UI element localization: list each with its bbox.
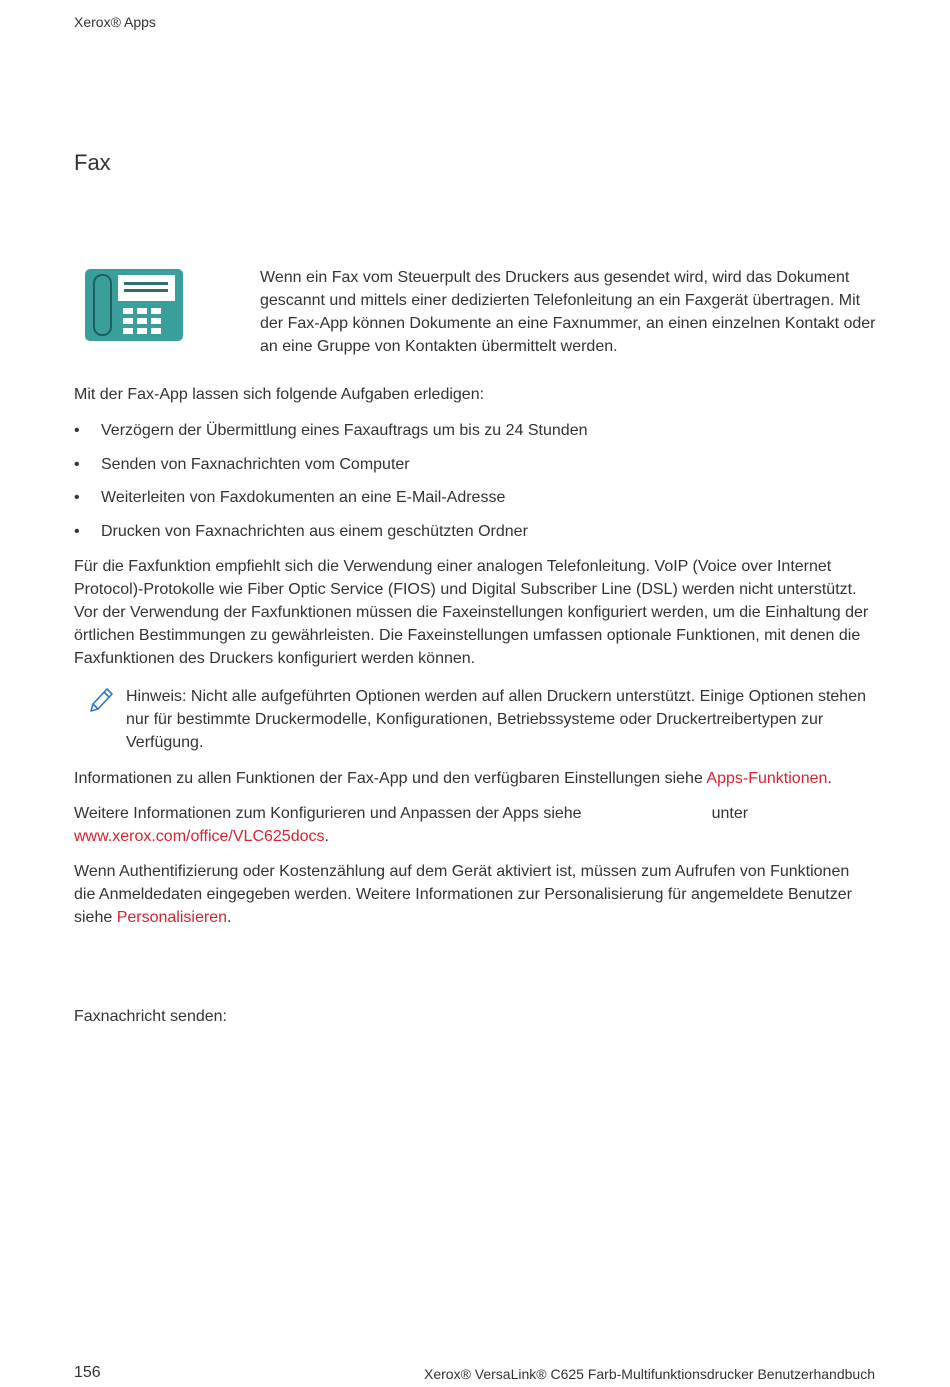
auth-reference-text: Wenn Authentifizierung oder Kostenzählung auf dem Gerät aktiviert ist, müssen zum Aufrufen von Funktionen die Anmeldedaten eingegeben werden. Weitere Informationen zur Personalisierung für angemeldete Benutzer siehe (74, 863, 852, 926)
apps-functions-link[interactable]: Apps-Funktionen (706, 770, 828, 787)
list-item-text: Verzögern der Übermittlung eines Faxauftrags um bis zu 24 Stunden (101, 422, 588, 439)
config-reference-middle: unter (711, 805, 749, 822)
bullet-dot: • (74, 455, 80, 473)
note-text: Hinweis: Nicht alle aufgeführten Optionen werden auf allen Druckern unterstützt. Einige Optionen stehen nur für bestimmte Druckermodelle, Konfigurationen, Betriebssysteme oder Druckertreibertypen zur Verfügung. (126, 688, 866, 751)
auth-reference (74, 860, 874, 929)
tasks-list (74, 419, 874, 553)
config-reference-end: . (324, 828, 329, 845)
config-reference (74, 802, 874, 848)
features-reference-end: . (827, 770, 832, 787)
fax-line-paragraph: Für die Faxfunktion empfiehlt sich die Verwendung einer analogen Telefonleitung. VoIP (Voice over Internet Protocol)-Protokolle wie Fiber Optic Service (FIOS) und Digital Subscriber Line (DSL) werden nicht unterstützt. Vor der Verwendung der Faxfunktionen müssen die Faxeinstellungen konfiguriert werden, um die Einhaltung der örtlichen Bestimmungen zu gewährleisten. Die Faxeinstellungen umfassen optionale Funktionen, mit denen die Faxfunktionen des Druckers konfiguriert werden können. (74, 558, 869, 667)
list-item-text: Senden von Faxnachrichten vom Computer (101, 455, 410, 473)
config-reference-text: Weitere Informationen zum Konfigurieren und Anpassen der Apps siehe (74, 805, 582, 822)
list-item-text: Weiterleiten von Faxdokumenten an eine E-Mail-Adresse (101, 489, 506, 506)
list-item (74, 453, 874, 476)
list-item (74, 486, 874, 509)
pencil-note-icon (88, 686, 114, 714)
auth-reference-end: . (226, 909, 232, 926)
send-fax-lead: Faxnachricht senden: (74, 1008, 227, 1025)
bullet-dot: • (74, 489, 80, 506)
list-item-text: Drucken von Faxnachrichten aus einem geschützten Ordner (101, 522, 528, 540)
bullet-dot: • (74, 422, 80, 439)
personalize-link[interactable]: Personalisieren (116, 909, 227, 926)
bullet-dot: • (74, 522, 80, 540)
section-title: Fax (74, 150, 111, 175)
tasks-lead: Mit der Fax-App lassen sich folgende Aufgaben erledigen: (74, 386, 485, 403)
list-item (74, 419, 874, 442)
features-reference (74, 767, 874, 790)
page-number: 156 (74, 1364, 101, 1381)
running-header: Xerox® Apps (74, 14, 156, 30)
intro-paragraph: Wenn ein Fax vom Steuerpult des Druckers aus gesendet wird, wird das Dokument gescannt und mittels einer dedizierten Telefonleitung an ein Faxgerät übertragen. Mit der Fax-App können Dokumente an eine Faxnummer, an einen einzelnen Kontakt oder an eine Gruppe von Kontakten übermittelt werden. (260, 269, 876, 355)
fax-machine-icon (85, 269, 183, 341)
features-reference-text: Informationen zu allen Funktionen der Fax-App und den verfügbaren Einstellungen siehe (74, 770, 707, 787)
footer-book-title: Xerox® VersaLink® C625 Farb-Multifunktionsdrucker Benutzerhandbuch (424, 1366, 875, 1382)
docs-url-link[interactable]: www.xerox.com/office/VLC625docs (74, 828, 325, 845)
list-item (74, 520, 874, 543)
